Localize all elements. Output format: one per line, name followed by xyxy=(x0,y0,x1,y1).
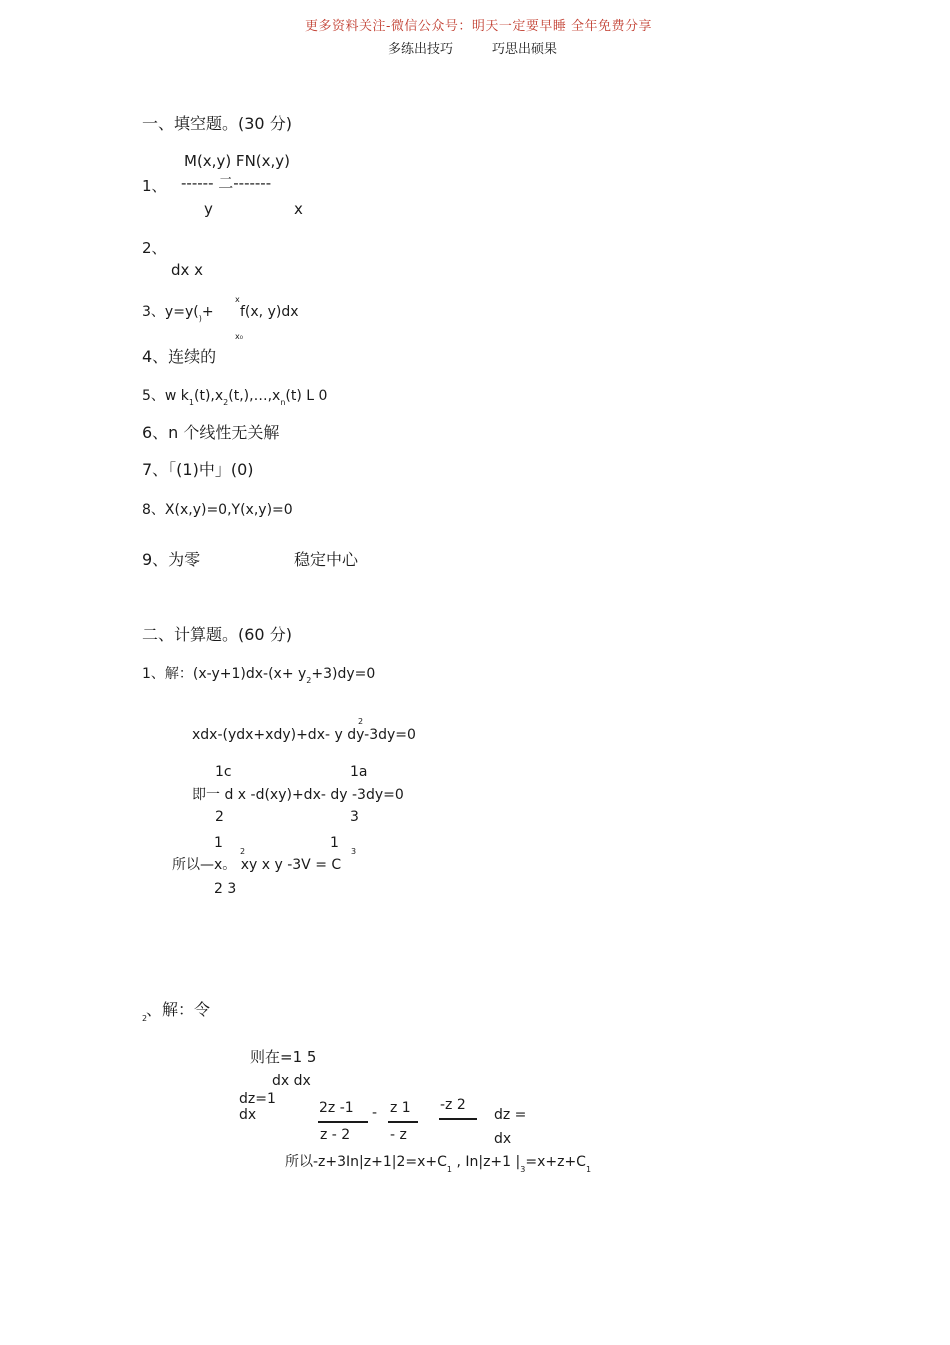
q3-label: 3、 xyxy=(142,304,165,320)
p2-frac2-bar xyxy=(388,1121,418,1123)
section1-title: 一、填空题。(30 分) xyxy=(142,114,292,133)
p2-frac2-num: z 1 xyxy=(390,1100,411,1116)
p1-line4: 所以—x。 xy x y -3V = C xyxy=(172,857,342,873)
q3-integral-lower: x₀ xyxy=(235,332,243,341)
p1-line1 xyxy=(142,666,376,685)
q2-text: dx x xyxy=(171,261,204,279)
p2-frac1-bar xyxy=(318,1121,368,1123)
p2-frac3-num: -z 2 xyxy=(440,1097,466,1113)
q5-part-a: 5、w k xyxy=(142,388,189,404)
q5-part-d: (t) L 0 xyxy=(285,388,328,404)
q8-text: 8、X(x,y)=0,Y(x,y)=0 xyxy=(142,502,293,518)
q5-sub-2: 2 xyxy=(223,398,229,407)
p2-line3-a: dz=1 xyxy=(239,1091,276,1107)
p2-line3-b: dx xyxy=(239,1107,257,1123)
p2-frac2-den: - z xyxy=(390,1127,407,1143)
p2-line5-c: =x+C xyxy=(405,1154,447,1170)
p2-line1: 则在=1 5 xyxy=(250,1048,317,1066)
q3-sub: ) xyxy=(198,314,202,323)
p2-line5-sub-3: 1 xyxy=(585,1165,592,1174)
q5-sub-1: 1 xyxy=(188,398,195,407)
p1-line2-sup: 2 xyxy=(358,717,364,726)
p2-frac1-num: 2z -1 xyxy=(319,1100,354,1116)
q3-integrand: f(x, y)dx xyxy=(240,304,299,320)
p2-line5-b: 2 xyxy=(396,1154,406,1170)
q3-text xyxy=(142,304,214,323)
q4-text: 4、连续的 xyxy=(142,347,217,366)
p1-line4-bot: 2 3 xyxy=(214,881,237,897)
header-right-motto: 巧思出硕果 xyxy=(492,42,558,57)
q3-part-b: + xyxy=(201,304,214,320)
p1-line3-bot-2: 3 xyxy=(350,809,359,825)
p1-line4-sup-2: 3 xyxy=(351,847,357,856)
p1-line2: xdx-(ydx+xdy)+dx- y dy-3dy=0 xyxy=(192,727,416,743)
q3-integral-upper: x xyxy=(235,295,240,304)
p1-line3-top-2: 1a xyxy=(350,764,368,780)
q6-text: 6、n 个线性无关解 xyxy=(142,423,280,442)
p2-line5-e: =x+z+C xyxy=(525,1154,586,1170)
header-left-motto: 多练出技巧 xyxy=(388,42,454,57)
p2-line2: dx dx xyxy=(272,1073,311,1089)
p1-line3: 即一 d x -d(xy)+dx- dy -3dy=0 xyxy=(192,787,404,803)
p2-line5-sub-1: 1 xyxy=(446,1165,453,1174)
q1-fraction-line: ------ 二------- xyxy=(181,174,272,192)
p1-line4-top-1: 1 xyxy=(214,835,223,851)
p1-line3-top-1: 1c xyxy=(215,764,232,780)
q5-text xyxy=(142,388,328,407)
q9-text-a: 9、为零 xyxy=(142,550,201,569)
p2-minus: - xyxy=(372,1105,378,1121)
p2-line5 xyxy=(285,1154,592,1174)
promo-banner: 更多资料关注-微信公众号：明天一定要早睡 全年免费分享 xyxy=(305,19,653,34)
p2-number: 2 xyxy=(142,1014,148,1023)
section2-title: 二、计算题。(60 分) xyxy=(142,625,292,644)
q5-sub-n: n xyxy=(280,398,286,407)
q1-denominator-x: x xyxy=(294,200,303,218)
p2-dx: dx xyxy=(494,1131,512,1147)
q5-part-c: (t,),…,x xyxy=(228,388,281,404)
p2-title: 、解：令 xyxy=(146,1000,211,1019)
p2-line5-a: 所以-z+3In|z+1| xyxy=(285,1154,397,1170)
q7-text: 7、「(1)中」(0) xyxy=(142,460,254,479)
q1-numerators: M(x,y) FN(x,y) xyxy=(184,152,291,170)
p1-line1-sub: 2 xyxy=(306,676,312,685)
q3-part-a: y=y( xyxy=(164,304,199,320)
p2-frac1-den: z - 2 xyxy=(320,1127,351,1143)
q9-text-b: 稳定中心 xyxy=(294,550,359,569)
p1-line1-a: 1、解：(x-y+1)dx-(x+ y xyxy=(142,666,307,682)
q1-denominator-y: y xyxy=(204,200,213,218)
p1-line4-sup-1: 2 xyxy=(240,847,246,856)
q2-label: 2、 xyxy=(142,239,167,257)
p1-line4-top-2: 1 xyxy=(330,835,339,851)
p1-line1-b: +3)dy=0 xyxy=(311,666,376,682)
p2-line5-sub-2: 3 xyxy=(520,1165,526,1174)
q1-label: 1、 xyxy=(142,177,167,195)
p2-line5-d: , In|z+1 | xyxy=(452,1154,521,1170)
q5-part-b: (t),x xyxy=(194,388,224,404)
p2-dz-eq: dz = xyxy=(494,1107,527,1123)
p1-line3-bot-1: 2 xyxy=(215,809,224,825)
p2-frac3-bar xyxy=(439,1118,477,1120)
